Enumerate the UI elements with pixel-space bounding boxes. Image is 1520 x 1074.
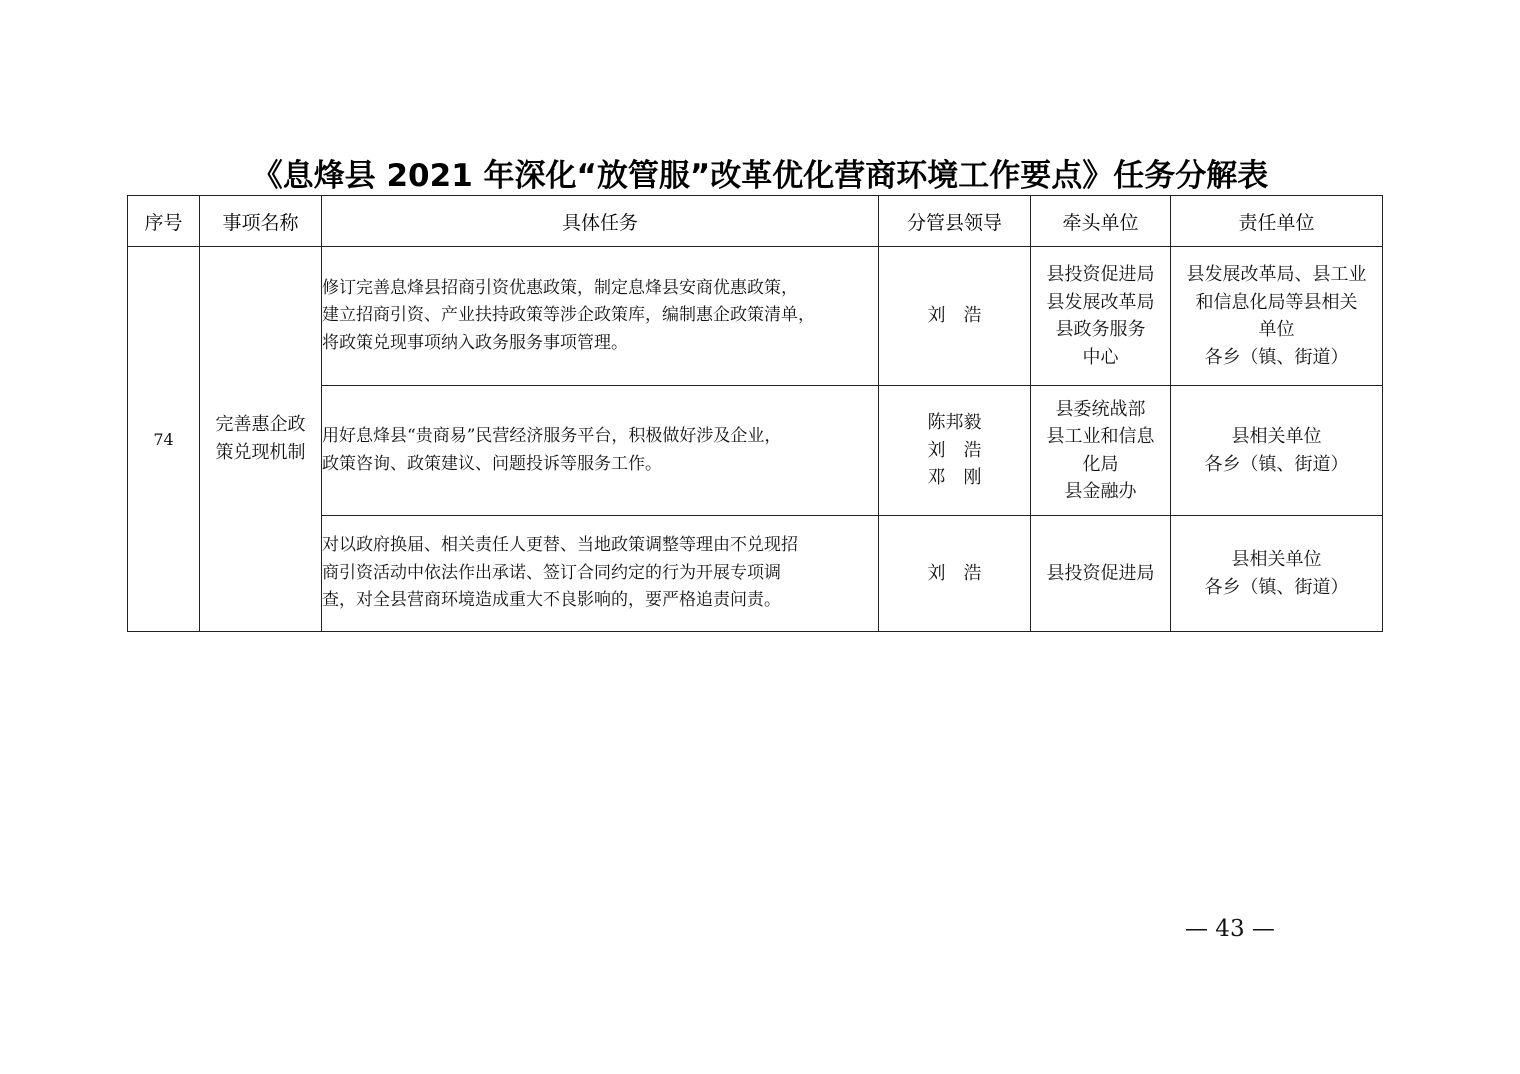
leader-name: 邓 刚 — [927, 467, 982, 489]
header-item-name: 事项名称 — [200, 196, 322, 247]
leader-cell — [879, 386, 1031, 516]
lead-unit-line: 县工业和信息 — [1046, 426, 1155, 447]
task-cell — [322, 247, 879, 386]
page-number: — 43 — — [1185, 916, 1275, 942]
item-name-line: 策兑现机制 — [215, 442, 306, 463]
leader-name: 刘 浩 — [927, 562, 982, 584]
leader-name: 刘 浩 — [927, 439, 982, 461]
leader-cell — [879, 516, 1031, 632]
lead-unit-line: 县投资促进局 — [1046, 562, 1155, 584]
task-cell — [322, 516, 879, 632]
resp-unit-line: 各乡（镇、街道） — [1204, 576, 1349, 598]
header-leader: 分管县领导 — [879, 196, 1031, 247]
task-line: 修订完善息烽县招商引资优惠政策，制定息烽县安商优惠政策， — [322, 277, 798, 298]
item-name-cell — [200, 247, 322, 632]
header-lead-unit: 牵头单位 — [1031, 196, 1171, 247]
seq-cell: 74 — [128, 247, 200, 632]
header-task: 具体任务 — [322, 196, 879, 247]
resp-unit-cell — [1171, 386, 1383, 516]
task-line: 对以政府换届、相关责任人更替、当地政策调整等理由不兑现招 — [322, 535, 798, 556]
resp-unit-cell — [1171, 516, 1383, 632]
task-table — [127, 195, 1383, 632]
lead-unit-cell — [1031, 386, 1171, 516]
task-line: 建立招商引资、产业扶持政策等涉企政策库，编制惠企政策清单， — [322, 305, 815, 326]
resp-unit-line: 各乡（镇、街道） — [1204, 453, 1349, 475]
lead-unit-line: 化局 — [1082, 453, 1119, 475]
resp-unit-line: 各乡（镇、街道） — [1204, 346, 1349, 368]
task-line: 查，对全县营商环境造成重大不良影响的，要严格追责问责。 — [322, 590, 781, 611]
resp-unit-line: 县发展改革局、县工业 — [1186, 264, 1367, 285]
leader-name: 陈邦毅 — [927, 412, 982, 434]
leader-name: 刘 浩 — [927, 305, 982, 327]
lead-unit-line: 县发展改革局 — [1046, 291, 1155, 313]
lead-unit-cell — [1031, 247, 1171, 386]
task-cell — [322, 386, 879, 516]
lead-unit-line: 县委统战部 — [1055, 398, 1146, 420]
lead-unit-line: 县金融办 — [1064, 481, 1137, 502]
resp-unit-cell — [1171, 247, 1383, 386]
leader-cell — [879, 247, 1031, 386]
lead-unit-line: 县投资促进局 — [1046, 264, 1155, 285]
lead-unit-cell — [1031, 516, 1171, 632]
task-line: 将政策兑现事项纳入政务服务事项管理。 — [322, 332, 628, 353]
task-line: 商引资活动中依法作出承诺、签订合同约定的行为开展专项调 — [322, 562, 781, 583]
table-header-row — [128, 196, 1383, 247]
resp-unit-line: 和信息化局等县相关 — [1195, 291, 1358, 313]
lead-unit-line: 中心 — [1082, 346, 1119, 368]
header-seq: 序号 — [128, 196, 200, 247]
resp-unit-line: 单位 — [1258, 319, 1295, 340]
resp-unit-line: 县相关单位 — [1231, 549, 1322, 570]
table-row — [128, 247, 1383, 386]
task-line: 用好息烽县“贵商易”民营经济服务平台，积极做好涉及企业， — [322, 426, 782, 446]
item-name-line: 完善惠企政 — [215, 414, 306, 435]
header-resp-unit: 责任单位 — [1171, 196, 1383, 247]
resp-unit-line: 县相关单位 — [1231, 426, 1322, 447]
page-title: 《息烽县 2021 年深化“放管服”改革优化营商环境工作要点》任务分解表 — [251, 158, 1269, 194]
lead-unit-line: 县政务服务 — [1055, 319, 1146, 340]
task-line: 政策咨询、政策建议、问题投诉等服务工作。 — [322, 453, 662, 474]
